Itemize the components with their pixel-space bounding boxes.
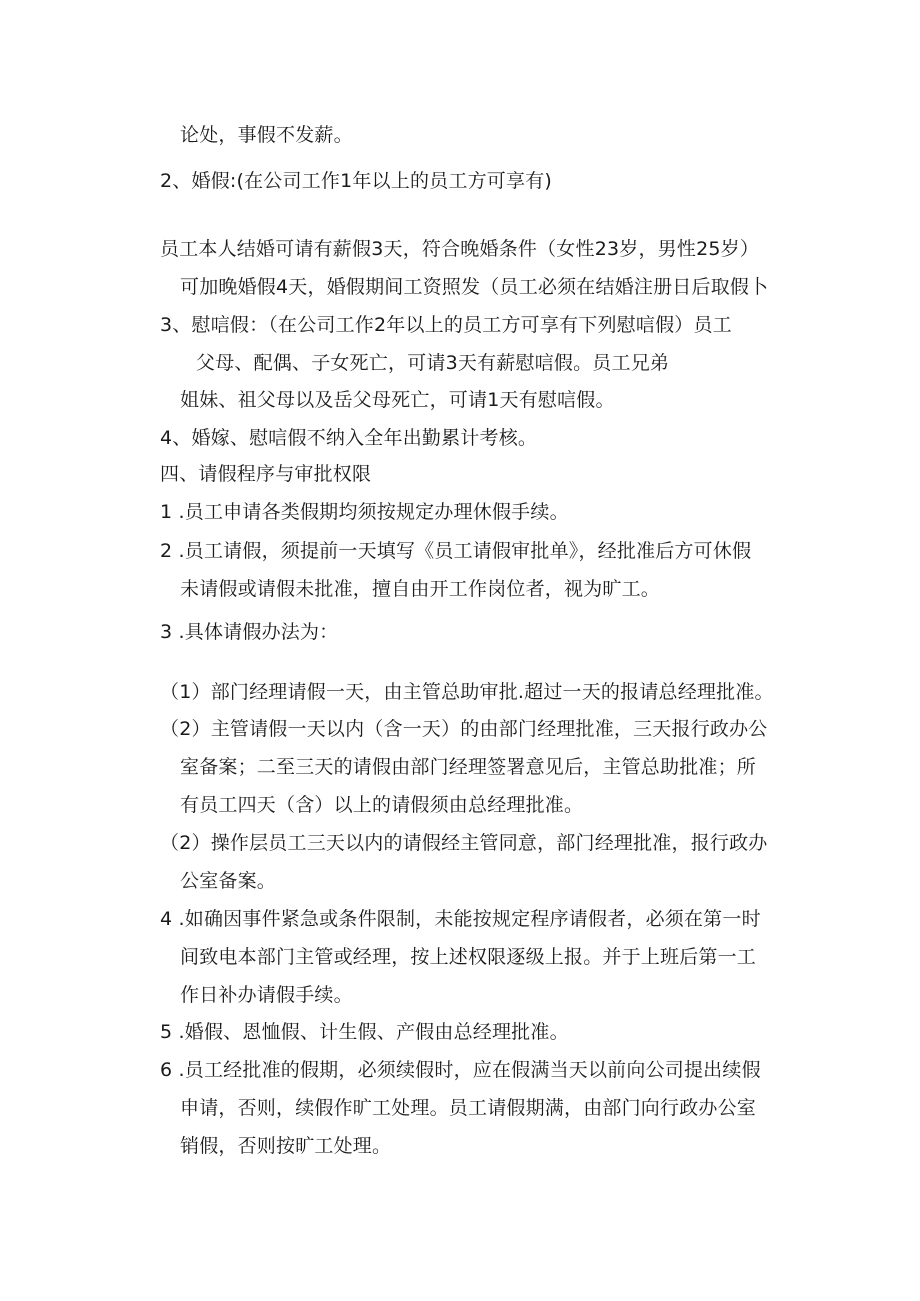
text-line: 有员工四天（含）以上的请假须由总经理批准。 [180, 794, 584, 816]
list-item: 2 .员工请假，须提前一天填写《员工请假审批单》，经批准后方可休假 [160, 540, 752, 562]
list-item: 3 .具体请假办法为： [160, 621, 339, 643]
text-line: 未请假或请假未批准，擅自由开工作岗位者，视为旷工。 [180, 578, 661, 600]
text-line: 4、婚嫁、慰唁假不纳入全年出勤累计考核。 [160, 427, 538, 449]
section-heading-marriage-leave: 2、婚假:(在公司工作1年以上的员工方可享有) [160, 170, 553, 192]
text-line: 申请，否则，续假作旷工处理。员工请假期满，由部门向行政办公室 [180, 1097, 757, 1119]
text-line: 员工本人结婚可请有薪假3天，符合晚婚条件（女性23岁，男性25岁） [160, 238, 760, 260]
list-item: （1）部门经理请假一天，由主管总助审批.超过一天的报请总经理批准。 [160, 681, 774, 703]
text-line: 可加晚婚假4天，婚假期间工资照发（员工必须在结婚注册日后取假卜 [180, 276, 769, 298]
text-line: 论处，事假不发薪。 [180, 124, 353, 146]
text-line: 公室备案。 [180, 870, 277, 892]
text-line: 父母、配偶、子女死亡，可请3天有薪慰唁假。员工兄弟 [196, 352, 670, 374]
list-item: 1 .员工申请各类假期均须按规定办理休假手续。 [160, 501, 569, 523]
list-item: （2）操作层员工三天以内的请假经主管同意，部门经理批准，报行政办 [160, 832, 768, 854]
text-line: 室备案；二至三天的请假由部门经理签署意见后，主管总助批准；所 [180, 756, 757, 778]
section-heading-leave-procedure: 四、请假程序与审批权限 [160, 463, 372, 485]
text-line: 间致电本部门主管或经理，按上述权限逐级上报。并于上班后第一工 [180, 946, 757, 968]
text-line: 作日补办请假手续。 [180, 984, 353, 1006]
list-item: 4 .如确因事件紧急或条件限制，未能按规定程序请假者，必须在第一时 [160, 908, 761, 930]
list-item: 6 .员工经批准的假期，必须续假时，应在假满当天以前向公司提出续假 [160, 1059, 761, 1081]
section-heading-condolence-leave: 3、慰唁假：（在公司工作2年以上的员工方可享有下列慰唁假）员工 [160, 314, 732, 336]
list-item: 5 .婚假、恩恤假、计生假、产假由总经理批准。 [160, 1021, 569, 1043]
list-item: （2）主管请假一天以内（含一天）的由部门经理批准，三天报行政办公 [160, 718, 768, 740]
text-line: 姐妹、祖父母以及岳父母死亡，可请1天有慰唁假。 [180, 389, 615, 411]
text-line: 销假，否则按旷工处理。 [180, 1135, 392, 1157]
